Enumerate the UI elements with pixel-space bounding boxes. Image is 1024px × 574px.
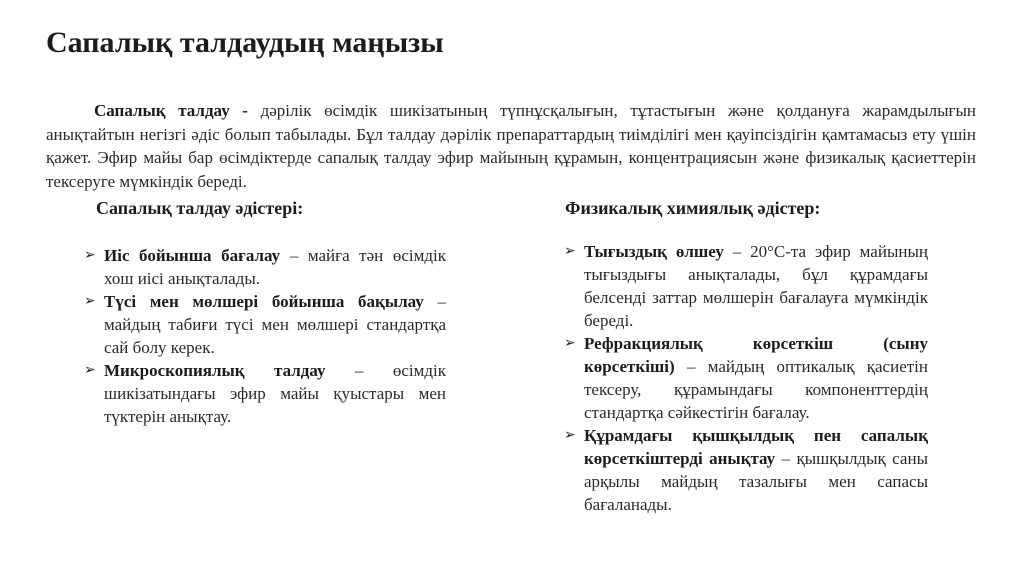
physicochemical-methods-list (564, 240, 928, 516)
list-item (84, 290, 446, 359)
arrow-bullet-icon: ➢ (564, 427, 576, 443)
arrow-bullet-icon: ➢ (84, 293, 96, 309)
list-item-text: – 20°C-та эфир майының тығыздығы анықталады, бұл құрамдағы белсенді заттар мөлшерін бағалауға мүмкіндік береді. (584, 242, 928, 330)
list-item-term: Тығыздық өлшеу (584, 242, 724, 261)
list-item (564, 424, 928, 516)
arrow-bullet-icon: ➢ (564, 243, 576, 259)
intro-term: Сапалық талдау - (94, 101, 248, 120)
qualitative-methods-list (84, 244, 446, 428)
list-item (564, 240, 928, 332)
list-item-term: Құрамдағы қышқылдық пен сапалық көрсеткіштерді анықтау (584, 426, 928, 468)
list-item-text: – майдың табиғи түсі мен мөлшері стандартқа сай болу керек. (104, 292, 447, 357)
list-item-text: – майдың оптикалық қасиетін тексеру, құрамындағы компоненттердің стандартқа сәйкестігін бағалау. (584, 357, 928, 422)
page-title: Сапалық талдаудың маңызы (46, 26, 444, 59)
qualitative-methods-heading: Сапалық талдау әдістері: (96, 198, 304, 218)
list-item-term: Микроскопиялық талдау (104, 361, 326, 380)
intro-text: дәрілік өсімдік шикізатының түпнұсқалығын, тұтастығын және қолдануға жарамдылығын анықтайтын негізгі әдіс болып табылады. Бұл талдау дәрілік препараттардың тиімділігі мен қауіпсіздігін қамтамасыз ету үшін қажет. Эфир майы бар өсімдіктерде сапалық талдау эфир майының құрамын, концентрациясын және физикалық қасиеттерін тексеруге мүмкіндік береді. (46, 101, 976, 191)
list-item-term: Рефракциялық көрсеткіш (сыну көрсеткіші) (584, 334, 928, 376)
list-item (84, 359, 446, 428)
arrow-bullet-icon: ➢ (84, 247, 96, 263)
list-item-text: – өсімдік шикізатындағы эфир майы қуыстары мен түктерін анықтау. (104, 361, 446, 426)
list-item-term: Түсі мен мөлшері бойынша бақылау (104, 292, 424, 311)
arrow-bullet-icon: ➢ (84, 362, 96, 378)
intro-paragraph (46, 99, 976, 193)
list-item-text: – қышқылдық саны арқылы майдың тазалығы мен сапасы бағаланады. (584, 449, 928, 514)
list-item (84, 244, 446, 290)
list-item-text: – майға тән өсімдік хош иісі анықталады. (104, 246, 446, 288)
physicochemical-methods-heading: Физикалық химиялық әдістер: (565, 198, 821, 218)
list-item (564, 332, 928, 424)
list-item-term: Иіс бойынша бағалау (104, 246, 281, 265)
arrow-bullet-icon: ➢ (564, 335, 576, 351)
